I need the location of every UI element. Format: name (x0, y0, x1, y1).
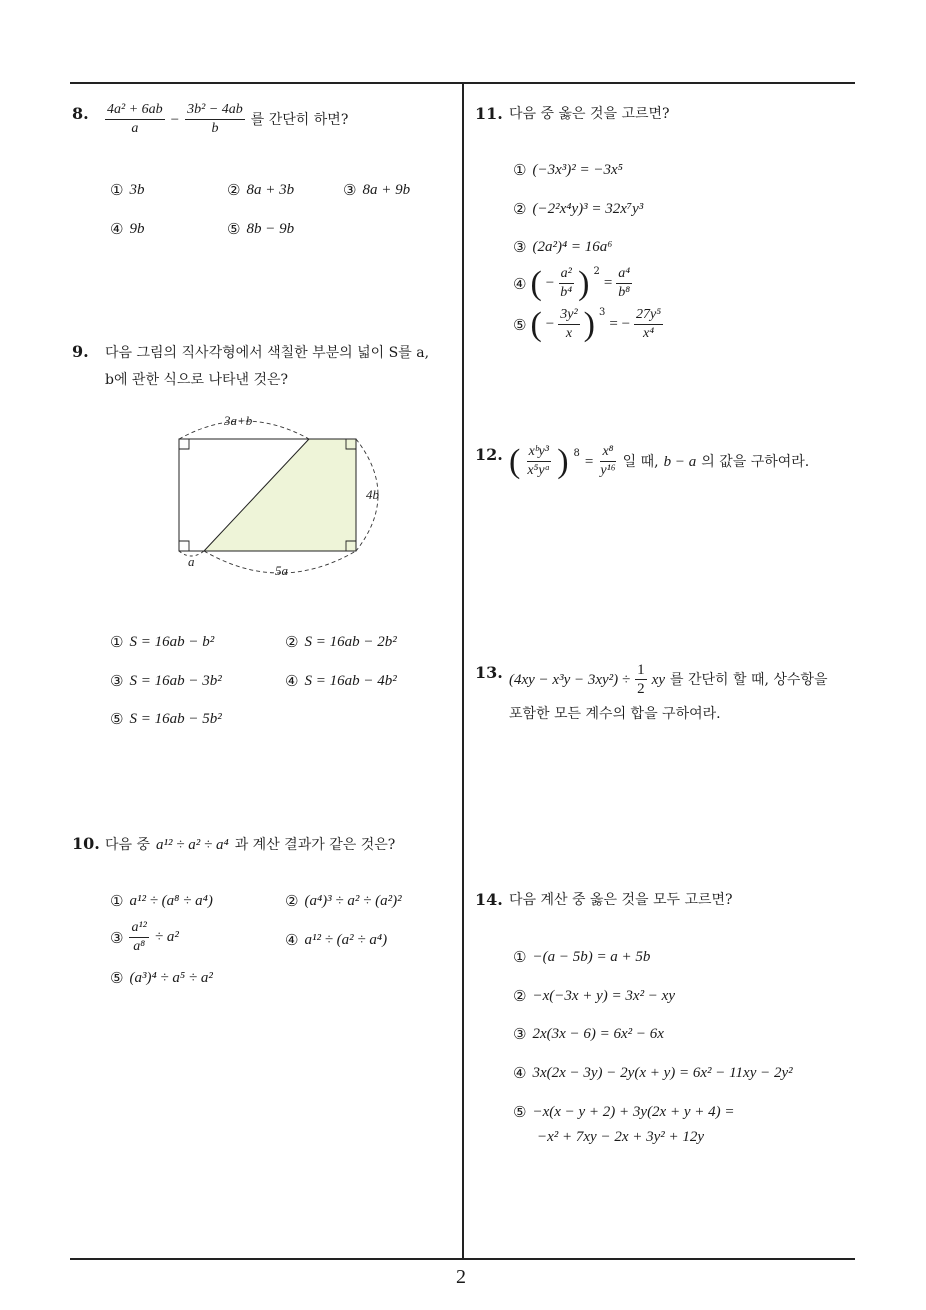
question-11-stem: 다음 중 옳은 것을 고르면? (509, 106, 670, 122)
q8-option-5[interactable]: ⑤ 8b − 9b (227, 220, 295, 238)
q10-option-1[interactable]: ① a¹² ÷ (a⁸ ÷ a⁴) (110, 892, 213, 910)
q11-option-4[interactable]: ④ ( − $\frac{\text{a²}}{\text{b⁴}}$ ) $^2$ = $\frac{\text{a⁴}}{\text{b⁸}}$ (513, 264, 631, 302)
q10-option-4[interactable]: ④ a¹² ÷ (a² ÷ a⁴) (285, 931, 388, 949)
q11-option-3[interactable]: ③ (2a²)⁴ = 16a⁶ (513, 238, 613, 256)
page-number: 2 (456, 1266, 466, 1288)
label-right: 4b (366, 487, 379, 502)
label-top: 3a+b (224, 413, 253, 428)
q14-option-3[interactable]: ③ 2x(3x − 6) = 6x² − 6x (513, 1025, 664, 1043)
question-12-stem: ( $\frac{\text{xᵇy³}}{\text{x⁵yᵃ}}$ ) $^8$ = $\frac{\text{x⁸}}{\text{y¹⁶}}$ 일 때, b − a 의 값을 구하여라. (509, 442, 810, 480)
shaded-trapezoid (204, 439, 356, 551)
q9-option-3[interactable]: ③ S = 16ab − 3b² (110, 672, 222, 690)
question-12-number: 12. (475, 445, 503, 464)
q8-fraction-1: $\frac{\text{4a² + 6ab}}{a}$ (107, 102, 163, 136)
q14-option-5-continued: −x² + 7xy − 2x + 3y² + 12y (537, 1129, 705, 1145)
q8-fraction-2: $\frac{\text{3b² − 4ab}}{b}$ (187, 102, 243, 136)
question-13-number: 13. (475, 663, 503, 682)
question-9-line-2: b에 관한 식으로 나타낸 것은? (105, 372, 289, 388)
q10-option-3[interactable]: ③ $\frac{\text{a¹²}}{\text{a⁸}}$ ÷ a² (110, 920, 179, 954)
label-bottom-left: a (188, 554, 195, 569)
q10-option-2[interactable]: ② (a⁴)³ ÷ a² ÷ (a²)² (285, 892, 402, 910)
label-bottom: 5a (275, 563, 288, 578)
question-8-number: 8. (72, 104, 89, 123)
question-8-stem (105, 102, 348, 137)
question-13-line-1: (4xy − x³y − 3xy²) ÷ $\frac{1}{2}$ xy 를 간단히 할 때, 상수항을 (509, 662, 828, 697)
q8-text: 를 간단히 하면? (250, 111, 349, 128)
q14-option-5[interactable]: ⑤ −x(x − y + 2) + 3y(2x + y + 4) = (513, 1103, 735, 1121)
right-angle-mark-tl (179, 439, 189, 449)
question-9-number: 9. (72, 342, 89, 361)
q9-option-1[interactable]: ① S = 16ab − b² (110, 633, 215, 651)
q8-option-3[interactable]: ③ 8a + 9b (343, 181, 411, 199)
q9-option-5[interactable]: ⑤ S = 16ab − 5b² (110, 710, 222, 728)
q8-option-1[interactable]: ① 3b (110, 181, 145, 199)
question-14-number: 14. (475, 890, 503, 909)
q14-option-4[interactable]: ④ 3x(2x − 3y) − 2y(x + y) = 6x² − 11xy − 2y² (513, 1064, 793, 1082)
question-14-stem: 다음 계산 중 옳은 것을 모두 고르면? (509, 892, 733, 908)
q14-option-1[interactable]: ① −(a − 5b) = a + 5b (513, 948, 651, 966)
q8-option-4[interactable]: ④ 9b (110, 220, 145, 238)
question-9-line-1: 다음 그림의 직사각형에서 색칠한 부분의 넓이 S를 a, (105, 345, 430, 361)
q8-option-2[interactable]: ② 8a + 3b (227, 181, 295, 199)
q11-option-2[interactable]: ② (−2²x⁴y)³ = 32x⁷y³ (513, 200, 644, 218)
q11-option-1[interactable]: ① (−3x³)² = −3x⁵ (513, 161, 623, 179)
bottom-rule (70, 1258, 855, 1260)
q9-rectangle-figure (160, 405, 390, 590)
question-11-number: 11. (475, 104, 503, 123)
q9-option-4[interactable]: ④ S = 16ab − 4b² (285, 672, 397, 690)
question-10-number: 10. (72, 834, 100, 853)
column-divider (462, 82, 464, 1259)
q8-minus: − (170, 111, 180, 128)
question-13-line-2: 포함한 모든 계수의 합을 구하여라. (509, 706, 721, 722)
q11-option-5[interactable]: ⑤ ( − $\frac{\text{3y²}}{x}$ ) $^3$ = − $\frac{\text{27y⁵}}{\text{x⁴}}$ (513, 305, 662, 343)
q9-option-2[interactable]: ② S = 16ab − 2b² (285, 633, 397, 651)
right-angle-mark-bl (179, 541, 189, 551)
q14-option-2[interactable]: ② −x(−3x + y) = 3x² − xy (513, 987, 675, 1005)
question-10-stem: 다음 중 a¹² ÷ a² ÷ a⁴ 과 계산 결과가 같은 것은? (105, 837, 396, 853)
q10-option-5[interactable]: ⑤ (a³)⁴ ÷ a⁵ ÷ a² (110, 969, 213, 987)
